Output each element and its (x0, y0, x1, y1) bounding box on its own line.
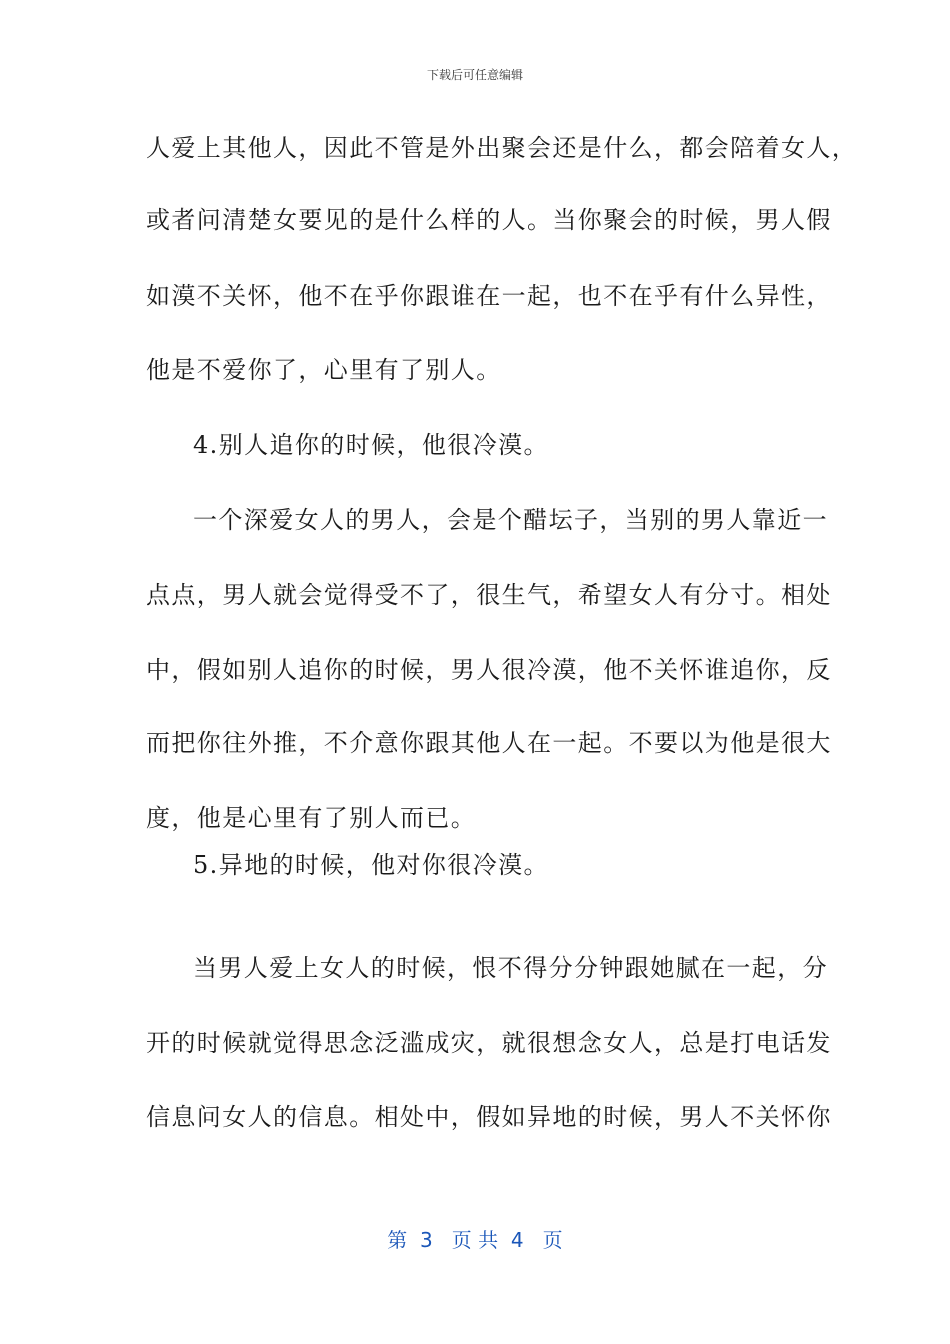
text-line: 他是不爱你了，心里有了别人。 (146, 356, 502, 384)
section-heading: 5.异地的时候，他对你很冷漠。 (193, 851, 549, 879)
text-line: 中，假如别人追你的时候，男人很冷漠，他不关怀谁追你，反 (146, 656, 832, 684)
section-heading: 4.别人追你的时候，他很冷漠。 (193, 431, 549, 459)
text-line: 如漠不关怀，他不在乎你跟谁在一起，也不在乎有什么异性， (146, 282, 832, 310)
page-header: 下载后可任意编辑 (426, 68, 523, 82)
text-line: 而把你往外推，不介意你跟其他人在一起。不要以为他是很大 (146, 729, 832, 757)
text-line: 信息问女人的信息。相处中，假如异地的时候，男人不关怀你 (146, 1103, 832, 1131)
page-number-footer: 第 3 页 共 4 页 (387, 1228, 563, 1252)
text-line: 开的时候就觉得思念泛滥成灾，就很想念女人，总是打电话发 (146, 1029, 832, 1057)
text-line: 点点，男人就会觉得受不了，很生气，希望女人有分寸。相处 (146, 581, 832, 609)
text-line: 当男人爱上女人的时候，恨不得分分钟跟她腻在一起，分 (193, 954, 828, 982)
text-line: 度，他是心里有了别人而已。 (146, 804, 477, 832)
text-line: 人爱上其他人，因此不管是外出聚会还是什么，都会陪着女人， (146, 134, 858, 162)
text-line: 一个深爱女人的男人，会是个醋坛子，当别的男人靠近一 (193, 506, 828, 534)
text-line: 或者问清楚女要见的是什么样的人。当你聚会的时候，男人假 (146, 206, 832, 234)
